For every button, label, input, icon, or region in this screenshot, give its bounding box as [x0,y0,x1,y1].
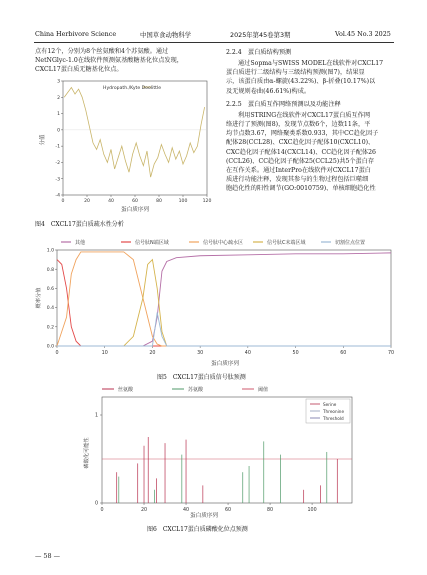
section-body [226,111,396,194]
figure-5-signal-peptide [35,236,397,370]
fig5-legend-label: 信号肽中心疏水区 [203,240,244,246]
text-line: (CCL26)、CC趋化因子配体25(CCL25)共5个蛋白存 [226,157,375,165]
section-heading: 2.2.4 蛋白质结构预测 [226,49,292,56]
fig6-ylabel: 磷酸化可能性 [84,437,90,469]
fig5-legend [61,239,365,246]
text-line: 示，该蛋白质由α-螺旋(43.22%)、β-折叠(10.17%)以 [226,78,376,86]
section-heading: 2.2.5 蛋白质互作网络预测以及功能注释 [226,100,341,108]
text-line: 点有12个，分别为8个丝氨酸和4个苏氨酸。通过 [35,48,169,55]
fig5-y-tick-label: 0.4 [46,306,54,312]
text-line: 胞趋化性的阳性调节(GO:0010759)、单核细胞趋化性 [226,185,376,193]
fig5-legend-label: 其他 [75,240,86,246]
fig5-x-tick-label: 0 [55,351,59,356]
fig6-y-tick-label: 1 [94,413,98,419]
fig6-legend-label: 阈值 [258,387,269,393]
fig4-y-tick-label: -1 [55,144,60,150]
fig6-x-tick-label: 60 [224,508,232,513]
fig4-x-tick-label: 40 [108,199,114,204]
fig5-legend-label: 切割位点位置 [335,240,366,246]
fig4-y-tick-label: 2 [57,95,60,101]
fig5-x-tick-label: 50 [292,351,299,356]
text-line: NetNGlyc-1.0在线软件预测氨基酸糖基化位点发现， [35,57,183,65]
fig5-y-tick-label: 1.0 [46,248,54,254]
fig5-ylabel: 概率分值 [36,287,42,309]
fig4-xlabel: 蛋白质序列 [121,207,149,213]
fig4-y-tick-label: -3 [55,177,60,183]
fig5-legend-label: 信号肽C末端区域 [267,240,306,246]
fig4-x-tick-label: 60 [132,199,138,204]
fig4-ylabel: 分值 [40,134,46,146]
fig5-y-tick-label: 0.2 [46,325,54,331]
fig5-y-ticks [47,248,57,350]
fig6-x-tick-label: 40 [182,508,190,513]
fig4-x-tick-label: 120 [202,199,212,204]
fig4-y-tick-label: -4 [55,193,60,199]
journal-name-en: China Herbivore Science [35,30,117,38]
fig5-x-tick-label: 70 [387,351,395,356]
text-line: CXCL17蛋白质无糖基化位点。 [35,66,123,74]
fig6-x-tick-label: 80 [267,508,274,513]
text-line: 通过Sopma与SWISS MODEL在线软件对CXCL17 [238,60,384,67]
fig5-y-tick-label: 0.8 [46,267,54,273]
fig5-x-tick-label: 10 [101,351,108,356]
fig4-x-tick-label: 80 [156,199,162,204]
figure-6-phosphorylation [80,383,362,521]
fig6-inner-label: Threshold [323,416,344,421]
fig5-x-tick-label: 40 [244,351,251,356]
text-line: 络进行了预测(图8)，发现节点数6个，边数11条，平 [226,121,371,129]
fig6-x-tick-label: 20 [140,508,148,513]
section-body [226,59,396,96]
fig4-x-tick-label: 100 [178,199,188,204]
header-rule [34,42,394,43]
fig6-x-tick-label: 0 [100,508,104,513]
fig5-x-ticks [55,346,394,356]
fig6-xlabel: 蛋白质序列 [190,513,218,519]
text-line: 质进行功能注释，发现其参与的生物过程包括巨噬细 [226,176,369,184]
figure-4-caption: 图4 CXCL17蛋白质疏水性分析 [35,221,124,228]
fig4-x-tick-label: 0 [61,199,65,204]
fig5-x-tick-label: 20 [149,351,156,356]
fig5-xlabel: 蛋白质序列 [211,361,239,367]
figure-6-caption: 图6 CXCL17蛋白质磷酸化位点预测 [147,526,248,533]
journal-name-cn: 中国草食动物科学 [140,31,192,39]
fig6-inner-label: Serine [323,402,337,407]
fig6-legend-label: 苏氨酸 [188,387,204,393]
fig4-y-tick-label: 1 [57,112,60,118]
fig5-y-tick-label: 0.0 [46,344,54,350]
text-line: 利用STRING在线软件对CXCL17蛋白质互作网 [238,111,371,119]
fig4-x-ticks [62,195,212,204]
issue-cn: 2025年第45卷第3期 [230,31,291,39]
text-line: CXC趋化因子配体14(CXCL14)、CC趋化因子配体26 [226,148,376,156]
text-line: 配体28(CCL28)、CXC趋化因子配体10(CXCL10)、 [226,139,375,147]
fig5-x-tick-label: 60 [340,351,347,356]
text-line: 在互作关系。通过InterPro在线软件对CXCL17蛋白 [226,167,371,175]
fig4-y-tick-label: -2 [55,161,60,167]
fig5-plot-frame [57,250,391,346]
fig6-legend-label: 丝氨酸 [118,387,134,393]
fig5-x-tick-label: 30 [197,351,204,356]
fig6-inner-label: Threonine [323,409,345,414]
text-line: 蛋白质进行二级结构与三级结构预测(图7)，结果显 [226,69,365,77]
fig6-y-tick-label: 0 [94,501,98,507]
fig6-y-ticks [95,413,102,507]
fig4-legend-label: Hydropath./Kyte Doolittle [103,86,162,91]
fig4-x-tick-label: 20 [84,199,90,204]
fig6-x-tick-label: 100 [307,508,317,513]
left-column-text [35,47,211,75]
fig6-x-ticks [100,503,316,513]
fig4-plot-frame [63,81,207,195]
text-line: 均节点数3.67，网络聚类系数0.933，其中CC趋化因子 [226,130,379,138]
figure-4-hydrophobicity [35,78,215,218]
issue-en: Vol.45 No.3 2025 [335,30,391,38]
text-line: 及无规则卷曲(46.61%)构成。 [226,87,311,95]
page-number: — 58 — [35,552,60,560]
fig6-top-legend [102,386,268,393]
fig4-y-ticks [55,79,63,199]
fig5-y-tick-label: 0.6 [46,287,54,292]
fig4-y-tick-label: 0 [57,128,60,134]
fig5-legend-label: 信号肽N端区域 [135,240,169,246]
fig6-inner-legend [306,399,350,423]
fig4-y-tick-label: 3 [57,79,60,85]
figure-5-caption: 图5 CXCL17蛋白质信号肽预测 [157,374,246,381]
right-column-text [226,47,396,194]
